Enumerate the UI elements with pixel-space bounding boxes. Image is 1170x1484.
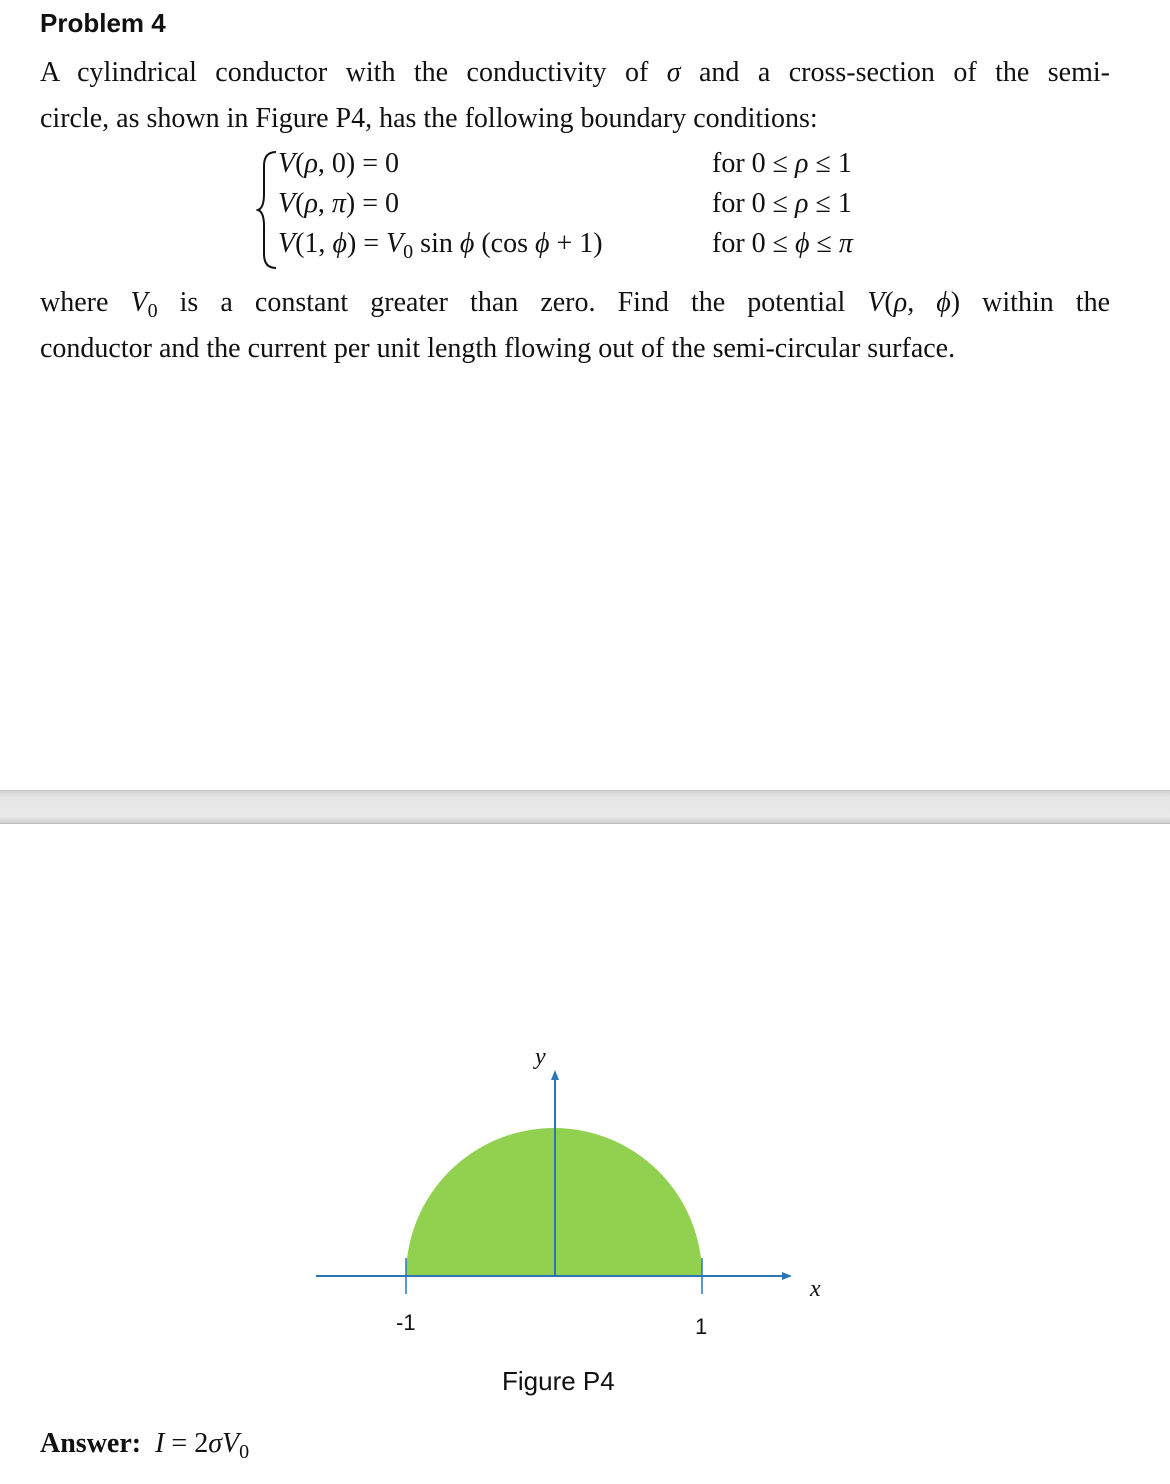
intro-line-2: circle, as shown in Figure P4, has the following boundary conditions: bbox=[40, 103, 818, 134]
y-axis-arrow-icon bbox=[551, 1070, 559, 1080]
tick-left-label: -1 bbox=[396, 1310, 416, 1335]
condition-1-range: for 0 ≤ ρ ≤ 1 bbox=[712, 148, 852, 179]
figure-p4 bbox=[0, 1040, 1170, 1420]
x-axis-label: x bbox=[810, 1276, 821, 1302]
question-line-2: conductor and the current per unit length flowing out of the semi-circular surface. bbox=[40, 333, 956, 364]
left-brace-icon bbox=[256, 148, 280, 272]
answer-value: $I = 2\sigma V_0$ bbox=[155, 1428, 250, 1463]
x-axis-arrow-icon bbox=[782, 1272, 792, 1280]
boundary-conditions bbox=[256, 148, 906, 272]
condition-2-equation: V(ρ, π) = 0 bbox=[278, 188, 400, 219]
condition-1-equation: V(ρ, 0) = 0 bbox=[278, 148, 400, 179]
problem-title: Problem 4 bbox=[40, 8, 166, 38]
condition-3-equation: V(1, $\phi) = V_0$ sin ϕ (cos ϕ + 1) bbox=[278, 228, 603, 263]
answer-label: Answer: bbox=[40, 1428, 142, 1459]
condition-2-range: for 0 ≤ ρ ≤ 1 bbox=[712, 188, 852, 219]
answer bbox=[40, 1428, 250, 1463]
y-axis-label: y bbox=[535, 1044, 546, 1070]
page-separator bbox=[0, 790, 1170, 824]
intro-line-1: A cylindrical conductor with the conductivity of σ and a cross-section of the semi- bbox=[40, 57, 1110, 88]
figure-caption: Figure P4 bbox=[502, 1366, 615, 1396]
problem-intro bbox=[40, 50, 1110, 142]
condition-3-range: for 0 ≤ ϕ ≤ π bbox=[712, 228, 853, 259]
problem-question bbox=[40, 280, 1110, 372]
tick-right-label: 1 bbox=[695, 1314, 708, 1339]
question-line-1: where $V_0$ is a constant greater than zero. Find the potential V(ρ, ϕ) within the bbox=[40, 287, 1111, 322]
